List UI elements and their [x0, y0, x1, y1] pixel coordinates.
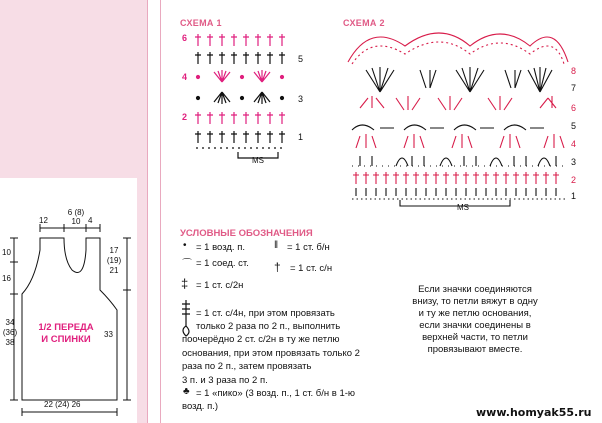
schema1-row-4: 4 [182, 72, 188, 82]
schema1-ms: MS [252, 156, 264, 165]
note-line: Если значки соединяются [418, 284, 532, 295]
legend-tr-1: = 1 ст. с/4н, при этом провязать [196, 308, 335, 319]
note-line: и ту же петлю основания, [418, 308, 532, 319]
schema2-row-4: 4 [571, 139, 577, 149]
dim-top-left: 12 [39, 216, 48, 225]
schema1-row-1: 1 [298, 132, 304, 142]
legend-picot-2: возд. п.) [182, 401, 219, 412]
schema1-row-5: 5 [298, 54, 304, 64]
dim-left-16: 16 [2, 274, 11, 283]
schema2-row-8: 8 [571, 66, 577, 76]
legend-dc: = 1 ст. с/н [290, 263, 333, 274]
schema2-row-2: 2 [571, 175, 577, 185]
schema2-row-6: 6 [571, 103, 577, 113]
double-crochet-icon: † [274, 260, 281, 274]
schema1-row-2: 2 [182, 112, 188, 122]
schema1-row-3: 3 [298, 94, 304, 104]
note-line: верхней части, то петли [422, 332, 528, 343]
dim-top-neck: 6 (8) 10 [67, 208, 85, 226]
treble-icon: ‡ [181, 276, 189, 291]
schema2-title: СХЕМА 2 [343, 18, 385, 28]
legend-sl: = 1 соед. ст. [196, 258, 249, 269]
garment-label: 1/2 ПЕРЕДА И СПИНКИ [38, 322, 94, 345]
picot-icon: ♣ [183, 386, 190, 397]
schema1-title: СХЕМА 1 [180, 18, 222, 28]
single-crochet-icon: ‖ [274, 240, 279, 251]
schema2-row-3: 3 [571, 157, 577, 167]
dim-bottom: 22 (24) 26 [44, 400, 81, 409]
legend-sc: = 1 ст. б/н [287, 242, 330, 253]
chain-icon: • [183, 240, 187, 251]
site-watermark: www.homyak55.ru [476, 406, 592, 419]
legend-hdc: = 1 ст. с/2н [196, 280, 244, 291]
legend-tr-4: основания, при этом провязать только 2 [182, 348, 360, 359]
legend-ch: = 1 возд. п. [196, 242, 245, 253]
legend-tr-3: поочерёдно 2 ст. с/2н в ту же петлю [182, 334, 340, 345]
legend-picot-1: = 1 «пико» (3 возд. п., 1 ст. б/н в 1-ю [196, 388, 356, 399]
legend-tr-5: раза по 2 п., затем провязать [182, 361, 312, 372]
dim-left-side: 34 (36) 38 [2, 318, 18, 347]
legend-tr-2: только 2 раза по 2 п., выполнить [196, 321, 341, 332]
schema2-row-1: 1 [571, 191, 577, 201]
dim-top-right: 4 [88, 216, 93, 225]
schema2-ms: MS [457, 203, 469, 212]
schema2-row-5: 5 [571, 121, 577, 131]
legend-title: УСЛОВНЫЕ ОБОЗНАЧЕНИЯ [180, 228, 313, 239]
note-line: внизу, то петли вяжут в одну [412, 296, 538, 307]
schema1-row-6: 6 [182, 33, 188, 43]
note-line: провязывают вместе. [427, 344, 523, 355]
slip-stitch-icon: ⌒ [182, 259, 192, 270]
dim-right-top: 17 (19) 21 [106, 246, 122, 275]
legend-tr-6: 3 п. и 3 раза по 2 п. [182, 375, 268, 386]
dim-right-side: 33 [104, 330, 113, 339]
note-text [400, 284, 550, 356]
schema2-row-7: 7 [571, 83, 577, 93]
note-line: если значки соединены в [419, 320, 531, 331]
dim-left-10: 10 [2, 248, 11, 257]
